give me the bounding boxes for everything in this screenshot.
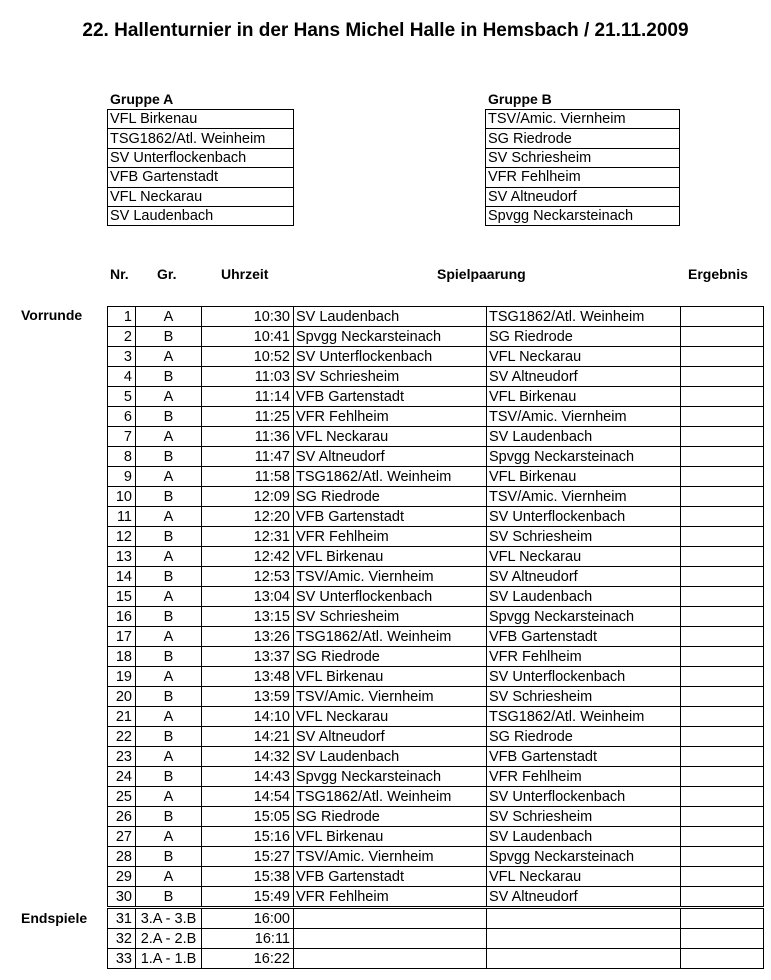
match-row bbox=[108, 707, 764, 727]
match-row bbox=[108, 667, 764, 687]
match-group: B bbox=[136, 327, 202, 347]
match-row bbox=[108, 547, 764, 567]
match-row bbox=[108, 867, 764, 887]
match-row bbox=[108, 787, 764, 807]
match-nr: 3 bbox=[108, 347, 136, 367]
header-gr: Gr. bbox=[157, 266, 177, 282]
team-name: TSV/Amic. Viernheim bbox=[486, 110, 680, 129]
match-time: 15:16 bbox=[202, 827, 294, 847]
match-row bbox=[108, 909, 764, 929]
match-nr: 5 bbox=[108, 387, 136, 407]
match-nr: 32 bbox=[108, 929, 136, 949]
match-time: 12:31 bbox=[202, 527, 294, 547]
match-row bbox=[108, 687, 764, 707]
match-row bbox=[108, 807, 764, 827]
match-nr: 8 bbox=[108, 447, 136, 467]
away-team: SV Unterflockenbach bbox=[487, 507, 681, 527]
match-time: 12:53 bbox=[202, 567, 294, 587]
section-endspiele: Endspiele bbox=[21, 910, 88, 926]
team-name: Spvgg Neckarsteinach bbox=[486, 206, 680, 225]
home-team: TSG1862/Atl. Weinheim bbox=[294, 787, 487, 807]
section-vorrunde: Vorrunde bbox=[21, 307, 83, 323]
match-group: A bbox=[136, 547, 202, 567]
match-time: 10:41 bbox=[202, 327, 294, 347]
group-a-row bbox=[108, 110, 294, 129]
away-team: VFL Birkenau bbox=[487, 387, 681, 407]
match-nr: 26 bbox=[108, 807, 136, 827]
home-team: TSG1862/Atl. Weinheim bbox=[294, 627, 487, 647]
match-group: A bbox=[136, 867, 202, 887]
match-result bbox=[681, 547, 764, 567]
group-a-row bbox=[108, 129, 294, 148]
match-result bbox=[681, 447, 764, 467]
home-team: SG Riedrode bbox=[294, 487, 487, 507]
match-result bbox=[681, 909, 764, 929]
match-row bbox=[108, 387, 764, 407]
match-result bbox=[681, 949, 764, 969]
match-time: 16:11 bbox=[202, 929, 294, 949]
team-name: TSG1862/Atl. Weinheim bbox=[108, 129, 294, 148]
home-team: VFL Neckarau bbox=[294, 707, 487, 727]
home-team: TSV/Amic. Viernheim bbox=[294, 687, 487, 707]
match-nr: 19 bbox=[108, 667, 136, 687]
match-nr: 13 bbox=[108, 547, 136, 567]
away-team: SV Schriesheim bbox=[487, 527, 681, 547]
match-nr: 14 bbox=[108, 567, 136, 587]
group-b-heading: Gruppe B bbox=[488, 91, 552, 107]
match-group: B bbox=[136, 647, 202, 667]
home-team: SV Schriesheim bbox=[294, 367, 487, 387]
away-team bbox=[487, 949, 681, 969]
group-b-row bbox=[486, 187, 680, 206]
match-group: B bbox=[136, 767, 202, 787]
match-group: A bbox=[136, 427, 202, 447]
match-time: 11:47 bbox=[202, 447, 294, 467]
match-nr: 24 bbox=[108, 767, 136, 787]
match-result bbox=[681, 327, 764, 347]
match-result bbox=[681, 487, 764, 507]
team-name: SG Riedrode bbox=[486, 129, 680, 148]
away-team: TSG1862/Atl. Weinheim bbox=[487, 307, 681, 327]
away-team: VFR Fehlheim bbox=[487, 767, 681, 787]
match-group: A bbox=[136, 747, 202, 767]
team-name: SV Unterflockenbach bbox=[108, 148, 294, 167]
away-team: VFL Neckarau bbox=[487, 347, 681, 367]
home-team: TSV/Amic. Viernheim bbox=[294, 567, 487, 587]
match-nr: 4 bbox=[108, 367, 136, 387]
away-team: SG Riedrode bbox=[487, 727, 681, 747]
match-group: B bbox=[136, 727, 202, 747]
away-team: SV Altneudorf bbox=[487, 567, 681, 587]
match-nr: 25 bbox=[108, 787, 136, 807]
match-group: B bbox=[136, 847, 202, 867]
match-result bbox=[681, 407, 764, 427]
away-team bbox=[487, 929, 681, 949]
home-team: SV Schriesheim bbox=[294, 607, 487, 627]
home-team: TSV/Amic. Viernheim bbox=[294, 847, 487, 867]
away-team: SV Laudenbach bbox=[487, 427, 681, 447]
match-group: A bbox=[136, 387, 202, 407]
away-team: VFL Neckarau bbox=[487, 547, 681, 567]
match-group: A bbox=[136, 627, 202, 647]
team-name: SV Schriesheim bbox=[486, 148, 680, 167]
match-result bbox=[681, 827, 764, 847]
home-team: VFL Neckarau bbox=[294, 427, 487, 447]
away-team: Spvgg Neckarsteinach bbox=[487, 607, 681, 627]
match-result bbox=[681, 427, 764, 447]
team-name: VFL Birkenau bbox=[108, 110, 294, 129]
team-name: VFB Gartenstadt bbox=[108, 168, 294, 187]
match-group: B bbox=[136, 527, 202, 547]
group-a-table bbox=[107, 109, 294, 226]
match-result bbox=[681, 929, 764, 949]
away-team: SV Laudenbach bbox=[487, 827, 681, 847]
match-time: 11:58 bbox=[202, 467, 294, 487]
match-group: A bbox=[136, 467, 202, 487]
home-team bbox=[294, 909, 487, 929]
match-nr: 2 bbox=[108, 327, 136, 347]
away-team: SV Altneudorf bbox=[487, 887, 681, 907]
match-group: B bbox=[136, 487, 202, 507]
match-nr: 33 bbox=[108, 949, 136, 969]
match-nr: 11 bbox=[108, 507, 136, 527]
match-group: A bbox=[136, 307, 202, 327]
match-group: B bbox=[136, 567, 202, 587]
match-row bbox=[108, 587, 764, 607]
away-team: TSG1862/Atl. Weinheim bbox=[487, 707, 681, 727]
match-row bbox=[108, 507, 764, 527]
match-row bbox=[108, 347, 764, 367]
away-team: SV Altneudorf bbox=[487, 367, 681, 387]
home-team: SV Altneudorf bbox=[294, 447, 487, 467]
match-row bbox=[108, 949, 764, 969]
match-nr: 29 bbox=[108, 867, 136, 887]
match-nr: 6 bbox=[108, 407, 136, 427]
match-result bbox=[681, 387, 764, 407]
match-time: 11:14 bbox=[202, 387, 294, 407]
team-name: SV Altneudorf bbox=[486, 187, 680, 206]
match-nr: 17 bbox=[108, 627, 136, 647]
match-group: A bbox=[136, 507, 202, 527]
match-row bbox=[108, 487, 764, 507]
match-result bbox=[681, 607, 764, 627]
match-group: B bbox=[136, 887, 202, 907]
home-team: TSG1862/Atl. Weinheim bbox=[294, 467, 487, 487]
match-row bbox=[108, 467, 764, 487]
match-nr: 21 bbox=[108, 707, 136, 727]
match-nr: 31 bbox=[108, 909, 136, 929]
match-result bbox=[681, 467, 764, 487]
team-name: VFR Fehlheim bbox=[486, 168, 680, 187]
match-result bbox=[681, 727, 764, 747]
home-team: VFL Birkenau bbox=[294, 547, 487, 567]
home-team: VFL Birkenau bbox=[294, 827, 487, 847]
home-team: SG Riedrode bbox=[294, 807, 487, 827]
group-b-row bbox=[486, 206, 680, 225]
home-team: VFR Fehlheim bbox=[294, 407, 487, 427]
match-time: 16:00 bbox=[202, 909, 294, 929]
match-time: 13:48 bbox=[202, 667, 294, 687]
match-row bbox=[108, 727, 764, 747]
home-team: VFB Gartenstadt bbox=[294, 507, 487, 527]
group-b-row bbox=[486, 129, 680, 148]
away-team: SV Schriesheim bbox=[487, 807, 681, 827]
match-nr: 28 bbox=[108, 847, 136, 867]
match-nr: 16 bbox=[108, 607, 136, 627]
match-time: 14:54 bbox=[202, 787, 294, 807]
page-title: 22. Hallenturnier in der Hans Michel Halle in Hemsbach / 21.11.2009 bbox=[82, 20, 689, 41]
match-time: 12:09 bbox=[202, 487, 294, 507]
match-group: 2.A - 2.B bbox=[136, 929, 202, 949]
match-row bbox=[108, 567, 764, 587]
match-row bbox=[108, 407, 764, 427]
match-time: 16:22 bbox=[202, 949, 294, 969]
match-result bbox=[681, 567, 764, 587]
team-name: VFL Neckarau bbox=[108, 187, 294, 206]
match-nr: 10 bbox=[108, 487, 136, 507]
match-group: 1.A - 1.B bbox=[136, 949, 202, 969]
match-time: 11:36 bbox=[202, 427, 294, 447]
match-time: 15:38 bbox=[202, 867, 294, 887]
match-row bbox=[108, 627, 764, 647]
home-team: SV Laudenbach bbox=[294, 747, 487, 767]
home-team: SV Unterflockenbach bbox=[294, 587, 487, 607]
match-row bbox=[108, 367, 764, 387]
match-row bbox=[108, 747, 764, 767]
home-team: VFR Fehlheim bbox=[294, 527, 487, 547]
home-team: SG Riedrode bbox=[294, 647, 487, 667]
home-team bbox=[294, 929, 487, 949]
vorrunde-body bbox=[108, 307, 764, 907]
match-result bbox=[681, 767, 764, 787]
match-result bbox=[681, 307, 764, 327]
match-nr: 15 bbox=[108, 587, 136, 607]
match-row bbox=[108, 307, 764, 327]
away-team: SV Unterflockenbach bbox=[487, 787, 681, 807]
away-team: SV Unterflockenbach bbox=[487, 667, 681, 687]
match-nr: 30 bbox=[108, 887, 136, 907]
match-result bbox=[681, 847, 764, 867]
away-team: VFL Neckarau bbox=[487, 867, 681, 887]
home-team: VFL Birkenau bbox=[294, 667, 487, 687]
away-team: SG Riedrode bbox=[487, 327, 681, 347]
match-group: B bbox=[136, 607, 202, 627]
match-time: 12:20 bbox=[202, 507, 294, 527]
match-result bbox=[681, 627, 764, 647]
match-result bbox=[681, 367, 764, 387]
match-result bbox=[681, 867, 764, 887]
match-time: 15:27 bbox=[202, 847, 294, 867]
home-team: SV Altneudorf bbox=[294, 727, 487, 747]
match-time: 13:59 bbox=[202, 687, 294, 707]
match-row bbox=[108, 327, 764, 347]
match-row bbox=[108, 647, 764, 667]
match-nr: 27 bbox=[108, 827, 136, 847]
match-result bbox=[681, 787, 764, 807]
endspiele-table bbox=[107, 908, 764, 969]
home-team bbox=[294, 949, 487, 969]
match-group: 3.A - 3.B bbox=[136, 909, 202, 929]
match-group: A bbox=[136, 587, 202, 607]
match-group: A bbox=[136, 707, 202, 727]
match-row bbox=[108, 427, 764, 447]
team-name: SV Laudenbach bbox=[108, 206, 294, 225]
match-time: 14:43 bbox=[202, 767, 294, 787]
match-group: A bbox=[136, 667, 202, 687]
match-group: B bbox=[136, 687, 202, 707]
group-b-row bbox=[486, 168, 680, 187]
match-nr: 12 bbox=[108, 527, 136, 547]
match-time: 14:21 bbox=[202, 727, 294, 747]
group-a-row bbox=[108, 148, 294, 167]
match-group: B bbox=[136, 407, 202, 427]
group-b-row bbox=[486, 110, 680, 129]
match-time: 11:03 bbox=[202, 367, 294, 387]
match-result bbox=[681, 667, 764, 687]
away-team bbox=[487, 909, 681, 929]
match-group: B bbox=[136, 447, 202, 467]
match-time: 10:52 bbox=[202, 347, 294, 367]
match-group: A bbox=[136, 347, 202, 367]
away-team: Spvgg Neckarsteinach bbox=[487, 447, 681, 467]
match-time: 15:49 bbox=[202, 887, 294, 907]
away-team: Spvgg Neckarsteinach bbox=[487, 847, 681, 867]
match-result bbox=[681, 687, 764, 707]
home-team: VFB Gartenstadt bbox=[294, 387, 487, 407]
away-team: VFL Birkenau bbox=[487, 467, 681, 487]
match-nr: 23 bbox=[108, 747, 136, 767]
group-a-row bbox=[108, 187, 294, 206]
group-b-row bbox=[486, 148, 680, 167]
match-row bbox=[108, 827, 764, 847]
home-team: VFR Fehlheim bbox=[294, 887, 487, 907]
match-result bbox=[681, 347, 764, 367]
match-row bbox=[108, 847, 764, 867]
away-team: TSV/Amic. Viernheim bbox=[487, 487, 681, 507]
match-row bbox=[108, 527, 764, 547]
match-time: 15:05 bbox=[202, 807, 294, 827]
away-team: VFB Gartenstadt bbox=[487, 627, 681, 647]
home-team: VFB Gartenstadt bbox=[294, 867, 487, 887]
header-spielpaarung: Spielpaarung bbox=[437, 266, 526, 282]
match-result bbox=[681, 887, 764, 907]
match-time: 14:32 bbox=[202, 747, 294, 767]
match-time: 14:10 bbox=[202, 707, 294, 727]
header-nr: Nr. bbox=[110, 266, 129, 282]
away-team: VFB Gartenstadt bbox=[487, 747, 681, 767]
home-team: SV Unterflockenbach bbox=[294, 347, 487, 367]
away-team: VFR Fehlheim bbox=[487, 647, 681, 667]
match-time: 10:30 bbox=[202, 307, 294, 327]
match-group: A bbox=[136, 787, 202, 807]
match-nr: 9 bbox=[108, 467, 136, 487]
match-nr: 1 bbox=[108, 307, 136, 327]
home-team: Spvgg Neckarsteinach bbox=[294, 327, 487, 347]
match-group: B bbox=[136, 807, 202, 827]
match-result bbox=[681, 647, 764, 667]
home-team: Spvgg Neckarsteinach bbox=[294, 767, 487, 787]
match-group: A bbox=[136, 827, 202, 847]
match-result bbox=[681, 747, 764, 767]
match-time: 13:04 bbox=[202, 587, 294, 607]
away-team: SV Laudenbach bbox=[487, 587, 681, 607]
match-result bbox=[681, 807, 764, 827]
match-result bbox=[681, 707, 764, 727]
header-uhrzeit: Uhrzeit bbox=[221, 266, 269, 282]
group-b-table bbox=[485, 109, 680, 226]
header-ergebnis: Ergebnis bbox=[688, 266, 748, 282]
match-result bbox=[681, 507, 764, 527]
match-row bbox=[108, 767, 764, 787]
away-team: SV Schriesheim bbox=[487, 687, 681, 707]
away-team: TSV/Amic. Viernheim bbox=[487, 407, 681, 427]
home-team: SV Laudenbach bbox=[294, 307, 487, 327]
match-time: 11:25 bbox=[202, 407, 294, 427]
match-time: 13:26 bbox=[202, 627, 294, 647]
match-nr: 18 bbox=[108, 647, 136, 667]
vorrunde-table bbox=[107, 306, 764, 907]
match-nr: 22 bbox=[108, 727, 136, 747]
match-nr: 7 bbox=[108, 427, 136, 447]
match-group: B bbox=[136, 367, 202, 387]
match-result bbox=[681, 527, 764, 547]
group-a-row bbox=[108, 168, 294, 187]
match-time: 13:15 bbox=[202, 607, 294, 627]
endspiele-body bbox=[108, 909, 764, 969]
match-time: 12:42 bbox=[202, 547, 294, 567]
group-a-row bbox=[108, 206, 294, 225]
group-a-heading: Gruppe A bbox=[110, 91, 174, 107]
match-time: 13:37 bbox=[202, 647, 294, 667]
match-row bbox=[108, 887, 764, 907]
match-row bbox=[108, 447, 764, 467]
match-result bbox=[681, 587, 764, 607]
match-row bbox=[108, 929, 764, 949]
match-row bbox=[108, 607, 764, 627]
match-nr: 20 bbox=[108, 687, 136, 707]
